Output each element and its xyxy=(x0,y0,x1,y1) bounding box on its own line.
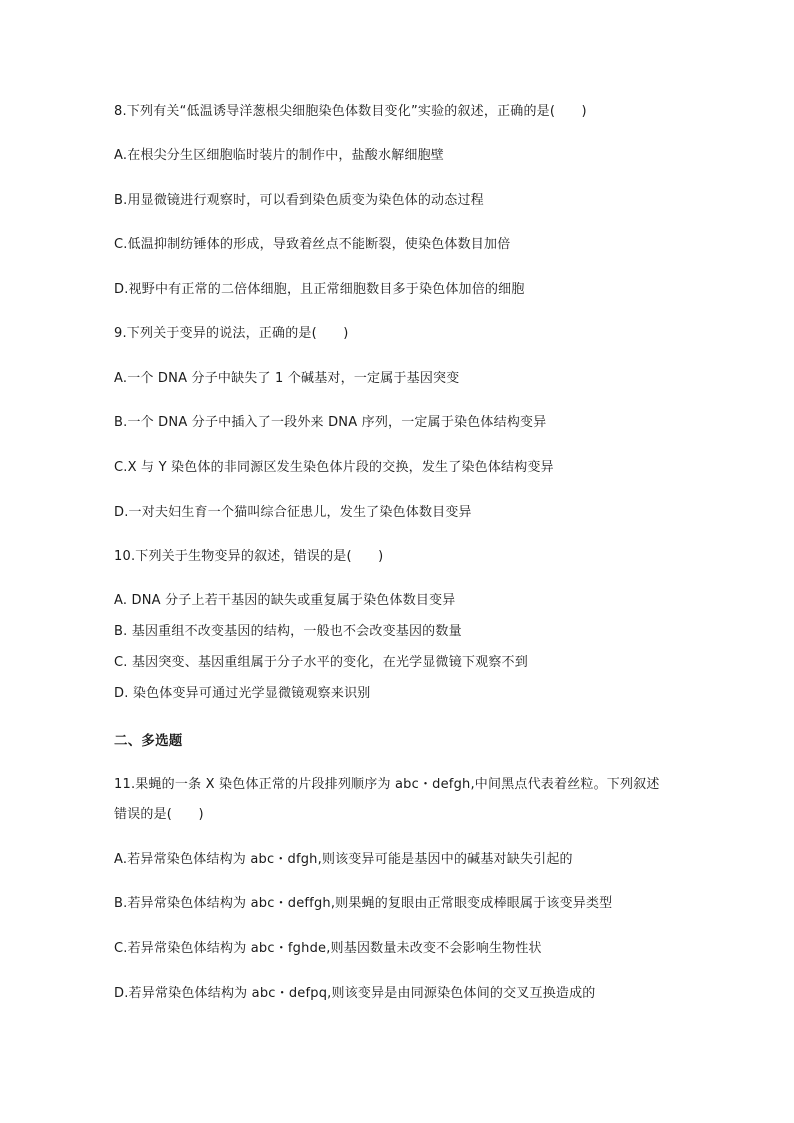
question-8-stem: 8.下列有关“低温诱导洋葱根尖细胞染色体数目变化”实验的叙述，正确的是( ) xyxy=(114,104,587,119)
question-9-option-b: B.一个 DNA 分子中插入了一段外来 DNA 序列，一定属于染色体结构变异 xyxy=(114,415,547,430)
question-11-option-c: C.若异常染色体结构为 abc・fghde,则基因数量未改变不会影响生物性状 xyxy=(114,941,542,956)
question-8-option-a: A.在根尖分生区细胞临时装片的制作中，盐酸水解细胞壁 xyxy=(114,148,444,163)
question-9-option-a: A.一个 DNA 分子中缺失了 1 个碱基对，一定属于基因突变 xyxy=(114,371,460,386)
question-8-option-d: D.视野中有正常的二倍体细胞，且正常细胞数目多于染色体加倍的细胞 xyxy=(114,282,525,297)
question-10-option-b: B. 基因重组不改变基因的结构，一般也不会改变基因的数量 xyxy=(114,624,462,639)
question-10-option-a: A. DNA 分子上若干基因的缺失或重复属于染色体数目变异 xyxy=(114,593,456,608)
question-11-option-a: A.若异常染色体结构为 abc・dfgh,则该变异可能是基因中的碱基对缺失引起的 xyxy=(114,852,573,867)
question-9-option-c: C.X 与 Y 染色体的非同源区发生染色体片段的交换，发生了染色体结构变异 xyxy=(114,460,554,475)
question-11-option-b: B.若异常染色体结构为 abc・deffgh,则果蝇的复眼由正常眼变成棒眼属于该变异类型 xyxy=(114,896,613,911)
question-11-option-d: D.若异常染色体结构为 abc・defpq,则该变异是由同源染色体间的交叉互换造成的 xyxy=(114,986,596,1001)
question-9-stem: 9.下列关于变异的说法，正确的是( ) xyxy=(114,326,349,341)
question-10-stem: 10.下列关于生物变异的叙述，错误的是( ) xyxy=(114,549,384,564)
question-10-option-c: C. 基因突变、基因重组属于分子水平的变化，在光学显微镜下观察不到 xyxy=(114,655,528,670)
question-8-option-c: C.低温抑制纺锤体的形成，导致着丝点不能断裂，使染色体数目加倍 xyxy=(114,237,511,252)
question-11-stem-line1: 11.果蝇的一条 X 染色体正常的片段排列顺序为 abc・defgh,中间黑点代表着丝粒。下列叙述 xyxy=(114,777,660,792)
question-10-option-d: D. 染色体变异可通过光学显微镜观察来识别 xyxy=(114,686,371,701)
question-9-option-d: D.一对夫妇生育一个猫叫综合征患儿，发生了染色体数目变异 xyxy=(114,505,472,520)
question-8-option-b: B.用显微镜进行观察时，可以看到染色质变为染色体的动态过程 xyxy=(114,193,484,208)
section-heading: 二、多选题 xyxy=(114,733,183,749)
question-11-stem-line2: 错误的是( ) xyxy=(114,807,204,822)
